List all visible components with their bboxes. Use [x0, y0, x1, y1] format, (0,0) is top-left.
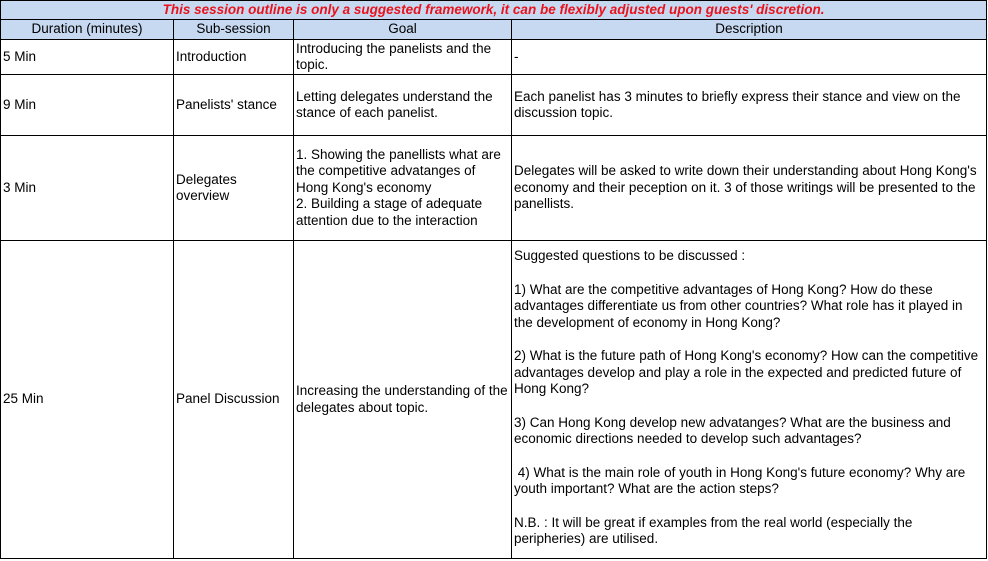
subsession-cell: Delegates overview — [174, 136, 294, 241]
header-duration: Duration (minutes) — [1, 20, 174, 40]
description-cell — [512, 241, 987, 559]
description-paragraph: 1) What are the competitive advantages of Hong Kong? How do these advantages differentiate us from other countries? What role has it played in the development of economy in Hong Kong? — [514, 281, 963, 330]
description-paragraph: 2) What is the future path of Hong Kong's economy? How can the competitive advantages develop and play a role in the expected and predicted future of Hong Kong? — [514, 348, 979, 396]
description-paragraph: N.B. : It will be great if examples from the real world (especially the peripheries) are utilised. — [514, 514, 913, 546]
goal-cell: Introducing the panelists and the topic. — [294, 40, 512, 75]
description-cell: Delegates will be asked to write down their understanding about Hong Kong's economy and their peception on it. 3 of those writings will be presented to the panellists. — [512, 136, 987, 241]
description-cell: Each panelist has 3 minutes to briefly express their stance and view on the discussion topic. — [512, 75, 987, 136]
description-paragraph: 3) Can Hong Kong develop new advatanges? What are the business and economic directions needed to develop such advantages? — [514, 414, 951, 446]
header-description: Description — [512, 20, 987, 40]
table-row — [1, 136, 987, 241]
header-subsession: Sub-session — [174, 20, 294, 40]
description-paragraph: Suggested questions to be discussed : — [514, 248, 746, 263]
duration-cell: 25 Min — [1, 241, 174, 559]
goal-cell: Letting delegates understand the stance of each panelist. — [294, 75, 512, 136]
goal-cell — [294, 136, 512, 241]
table-row — [1, 75, 987, 136]
duration-cell: 9 Min — [1, 75, 174, 136]
framework-notice: This session outline is only a suggested framework, it can be flexibly adjusted upon guests' discretion. — [1, 1, 987, 20]
table-row — [1, 40, 987, 75]
goal-line: 1. Showing the panellists what are the competitive advatanges of Hong Kong's economy — [296, 146, 501, 195]
notice-row — [1, 1, 987, 20]
description-paragraph: 4) What is the main role of youth in Hong Kong's future economy? Why are youth important? What are the action steps? — [514, 464, 970, 496]
header-row — [1, 20, 987, 40]
duration-cell: 5 Min — [1, 40, 174, 75]
subsession-cell: Panelists' stance — [174, 75, 294, 136]
table-row — [1, 241, 987, 559]
goal-line: 2. Building a stage of adequate attention due to the interaction — [296, 196, 483, 228]
description-cell: - — [512, 40, 987, 75]
subsession-cell: Introduction — [174, 40, 294, 75]
header-goal: Goal — [294, 20, 512, 40]
goal-cell: Increasing the understanding of the delegates about topic. — [294, 241, 512, 559]
duration-cell: 3 Min — [1, 136, 174, 241]
subsession-cell: Panel Discussion — [174, 241, 294, 559]
